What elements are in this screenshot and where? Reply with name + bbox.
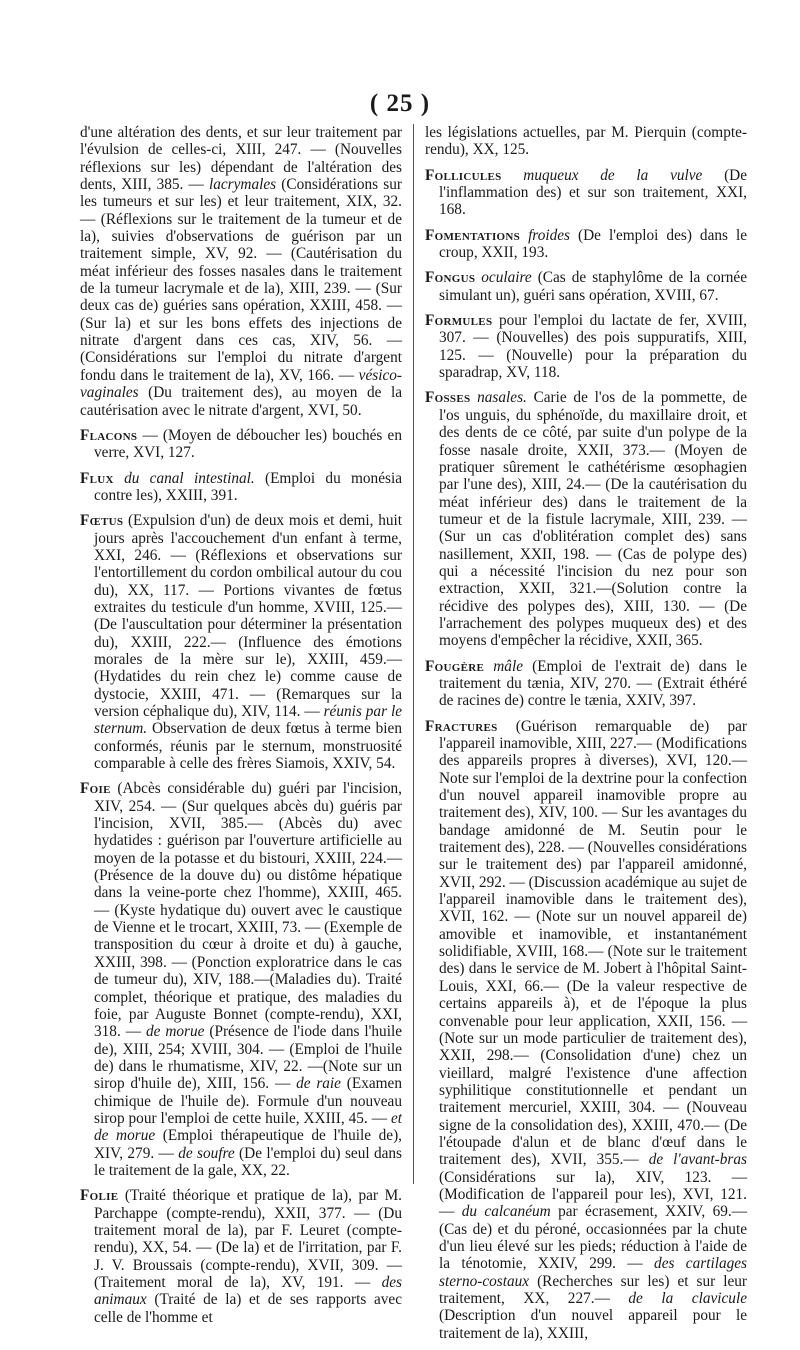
entry-headword: Fosses xyxy=(425,389,471,407)
index-entry xyxy=(80,1187,402,1326)
entry-headword: Formules xyxy=(425,312,493,330)
entry-italic-term: de la clavicule xyxy=(628,1290,747,1307)
entry-text xyxy=(484,658,493,675)
index-entry xyxy=(425,167,747,219)
entry-italic-term: de morue xyxy=(145,1023,205,1041)
entry-text: (De l'inflammation des) et sur son traitement, XXI, 168. xyxy=(439,166,748,219)
entry-italic-term: muqueux de la vulve xyxy=(523,166,703,184)
entry-italic-term: de l'avant-bras xyxy=(648,1151,747,1169)
entry-text: (De l'emploi des) dans le croup, XXII, 193. xyxy=(439,226,748,262)
entry-italic-term: du canal intestinal. xyxy=(124,469,255,487)
entry-text: (Considérations sur la), XIV, 123. — (Modification de l'appareil pour les), XVI, 121. — xyxy=(439,1168,747,1221)
entry-headword: Fomentations xyxy=(425,226,521,244)
entry-text: (Recherches sur les) et sur leur traitement, XX, 227.— xyxy=(439,1272,747,1307)
entry-headword: Fongus xyxy=(425,269,476,287)
entry-text: (Considérations sur les tumeurs et sur les) et leur traitement, XIX, 32. — (Réflexions sur le traitement de la tumeur et de la), suivies d'observations de guérison par un traitement simple, XV, 92. — (Cautérisation du méat inférieur des fosses nasales dans le traitement de la tumeur lacrymale et de la), XIII, 239. — (Sur deux cas de) guéries sans opération, XXIII, 458. — (Sur la) et sur les bons effets des injections de nitrate d'argent dans ces cas, XIV, 56. — (Considérations sur l'emploi du nitrate d'argent fondu dans le traitement de la), XV, 166. — xyxy=(80,176,402,384)
entry-text: (Examen chimique de l'huile de). Formule d'un nouveau sirop pour l'emploi de cette huile, XXIII, 45. — xyxy=(94,1075,402,1127)
entry-text: (De l'emploi du) seul dans le traitement de la gale, XX, 22. xyxy=(94,1144,402,1179)
page-number: ( 25 ) xyxy=(369,90,431,117)
entry-italic-term: de raie xyxy=(296,1075,341,1093)
index-entry xyxy=(425,227,747,262)
entry-italic-term: des animaux xyxy=(94,1274,402,1309)
entry-text: (Traité de la) et de ses rapports avec celle de l'homme et xyxy=(94,1291,402,1326)
entry-italic-term: nasales. xyxy=(477,389,527,407)
entry-text: (Emploi thérapeutique de l'huile de), XIV, 279. — xyxy=(94,1127,402,1162)
index-entry xyxy=(80,512,402,772)
entry-text: — (Moyen de déboucher les) bouchés en verre, XVI, 127. xyxy=(94,426,402,462)
entry-text: (Du traitement des), au moyen de la cautérisation avec le nitrate d'argent, XVI, 50. xyxy=(80,384,402,419)
entry-italic-term: vésico-vaginales xyxy=(80,366,402,402)
entry-headword: Fœtus xyxy=(80,512,124,530)
index-entry xyxy=(425,269,747,304)
entry-italic-term: oculaire xyxy=(481,269,532,287)
entry-headword: Foie xyxy=(80,780,111,798)
index-entry xyxy=(425,124,747,159)
index-entry xyxy=(425,718,747,1342)
entry-text: (Emploi du monésia contre les), XXIII, 391. xyxy=(94,469,402,504)
entry-headword: Folie xyxy=(80,1187,119,1205)
entry-text: (Expulsion d'un) de deux mois et demi, huit jours après l'accouchement d'un enfant à terme, XXI, 246. — (Réflexions et observations sur l'entortillement du cordon ombilical autour du cou du), XX, 117. — Portions vivantes de fœtus extraites du testicule d'un homme, XVIII, 125.— (De l'auscultation pour déterminer la présentation du), XXIII, 222.— (Influence des émotions morales de la mère sur le), XXIII, 459.— (Hydatides du rein chez le) comme cause de dystocie, XXIII, 471. — (Remarques sur la version céphalique du), XIV, 114. — xyxy=(94,512,402,720)
column-divider xyxy=(413,124,414,1184)
entry-text: (Abcès considérable du) guéri par l'incision, XIV, 254. — (Sur quelques abcès du) guéris par l'incision, XVII, 385.— (Abcès du) avec hydatides : guérison par l'ouverture artificielle au moyen de la potasse et du bistouri, XXIII, 224.—(Présence de la douve du) ou distôme hépatique dans la veine-porte chez l'homme), XXIII, 465. — (Kyste hydatique du) ouvert avec le caustique de Vienne et le trocart, XXIII, 73. — (Exemple de transposition du cœur à droite et du) à gauche, XXIII, 398. — (Ponction exploratrice dans le cas de tumeur du), XIV, 188.—(Maladies du). Traité complet, théorique et pratique, des maladies du foie, par Auguste Bonnet (compte-rendu), XXI, 318. — xyxy=(94,780,402,1041)
index-entry xyxy=(425,312,747,381)
entry-italic-term: mâle xyxy=(493,657,523,675)
entry-text: (Traité théorique et pratique de la), par M. Parchappe (compte-rendu), XXII, 377. — (Du traitement moral de la), par F. Leuret (compte-rendu), XX, 54. — (De la) et de l'irritation, par F. J. V. Broussais (compte-rendu), XVII, 309. — (Traitement moral de la), XV, 191. — xyxy=(94,1187,402,1291)
entry-headword: Fractures xyxy=(425,717,498,735)
entry-text: (Description d'un nouvel appareil pour le traitement de la), XXIII, xyxy=(439,1307,747,1342)
entry-italic-term: et de morue xyxy=(94,1109,402,1145)
entry-text: Carie de l'os de la pommette, de l'os unguis, du sphénoïde, du maxillaire droit, et des dents de ce côté, par suite d'un polype de la fosse nasale droite, XXII, 373.— (Moyen de pratiquer sûrement le cathétérisme œsophagien par l'une des), XIII, 24.— (De la cautérisation du méat inférieur des) dans le traitement de la tumeur et de la fistule lacrymale, XIII, 239. — (Sur un cas d'oblitération complet des) sans nasillement, XXII, 198. — (Cas de polype des) qui a nécessité l'incision du nez pour son extraction, XXII, 321.—(Solution contre la récidive des polypes des), XIII, 130. — (De l'arrachement des polypes muqueux des) et des moyens d'empêcher la récidive, XXII, 365. xyxy=(439,389,747,650)
entry-text: pour l'emploi du lactate de fer, XVIII, 307. — (Nouvelles) des pois suppuratifs, XIII, 125. — (Nouvelle) pour la préparation du sparadrap, XV, 118. xyxy=(439,312,747,382)
entry-italic-term: lacrymales xyxy=(208,176,277,194)
index-entry xyxy=(80,427,402,462)
entry-text xyxy=(502,167,524,184)
entry-italic-term: des cartilages sterno-costaux xyxy=(439,1255,747,1290)
entry-headword: Fougère xyxy=(425,657,485,675)
entry-text: par écrasement, XXIV, 69.— (Cas de) et du péroné, occasionnées par la chute d'un lieu élevé sur les pieds; réduction à l'aide de la ténotomie, XXIV, 299. — xyxy=(439,1203,747,1273)
index-entry xyxy=(80,124,402,419)
entry-text: (Emploi de l'extrait de) dans le traitement du tænia, XIV, 270. — (Extrait éthéré de racines de) contre le tænia, XXIV, 397. xyxy=(439,657,747,710)
entry-headword: Follicules xyxy=(425,166,502,184)
entry-text: (Guérison remarquable de) par l'appareil inamovible, XIII, 227.— (Modifications des appareils propres à diverses), XVI, 120.— Note sur l'emploi de la dextrine pour la confection d'un nouvel appareil inamovible propre au traitement des), XIV, 100. — Sur les avantages du bandage amidonné de M. Seutin pour le traitement des), 228. — (Nouvelles considérations sur le traitement des) par l'appareil amidonné, XVII, 292. — (Discussion académique au sujet de l'appareil inamovible dans le traitement des), XVII, 162. — (Note sur un nouvel appareil de) amovible et inamovible, et instantanément solidifiable, XVIII, 168.— (Note sur le traitement des) dans le service de M. Jobert à l'hôpital Saint-Louis, XXI, 66.— (De la valeur respective de certains appareils à), et de l'époque la plus convenable pour leur application, XXII, 156. — (Note sur un mode particulier de traitement des), XXII, 298.— (Consolidation d'une) chez un vieillard, malgré l'existence d'une affection syphilitique constitutionnelle et pendant un traitement mercuriel, XXIII, 304. — (Nouveau signe de la consolidation des), XXIII, 470.— (De l'étoupade d'alun et de blanc d'œuf dans le traitement des), XVII, 355.— xyxy=(439,717,747,1169)
entry-text: Observation de deux fœtus à terme bien conformés, réunis par le sternum, monstruosité comparable à celle des frères Siamois, XXIV, 54. xyxy=(94,720,402,773)
entry-headword: Flacons xyxy=(80,426,138,444)
entry-italic-term: réunis par le sternum. xyxy=(94,703,402,738)
entry-text xyxy=(114,470,124,487)
right-column xyxy=(425,124,747,1350)
entry-text: (Présence de l'iode dans l'huile de), XIII, 254; XVIII, 304. — (Emploi de l'huile de) dans le rhumatisme, XIV, 22. —(Note sur un sirop d'huile de), XIII, 156. — xyxy=(94,1023,402,1093)
entry-text: (Cas de staphylôme de la cornée simulant un), guéri sans opération, XVIII, 67. xyxy=(439,269,747,304)
index-entry xyxy=(80,780,402,1179)
entry-italic-term: du calcanéum xyxy=(461,1203,551,1221)
index-entry xyxy=(425,389,747,649)
entry-text xyxy=(520,227,528,244)
entry-headword: Flux xyxy=(80,469,114,487)
entry-text: les législations actuelles, par M. Pierquin (compte-rendu), XX, 125. xyxy=(425,124,747,159)
entry-italic-term: froides xyxy=(528,226,570,244)
left-column xyxy=(80,124,402,1334)
index-entry xyxy=(80,470,402,505)
entry-italic-term: de soufre xyxy=(178,1144,235,1162)
index-entry xyxy=(425,658,747,710)
entry-text: d'une altération des dents, et sur leur traitement par l'évulsion de celles-ci, XIII, 247. — (Nouvelles réflexions sur les) dépendant de l'altération des dents, XIII, 385. — xyxy=(80,124,402,194)
